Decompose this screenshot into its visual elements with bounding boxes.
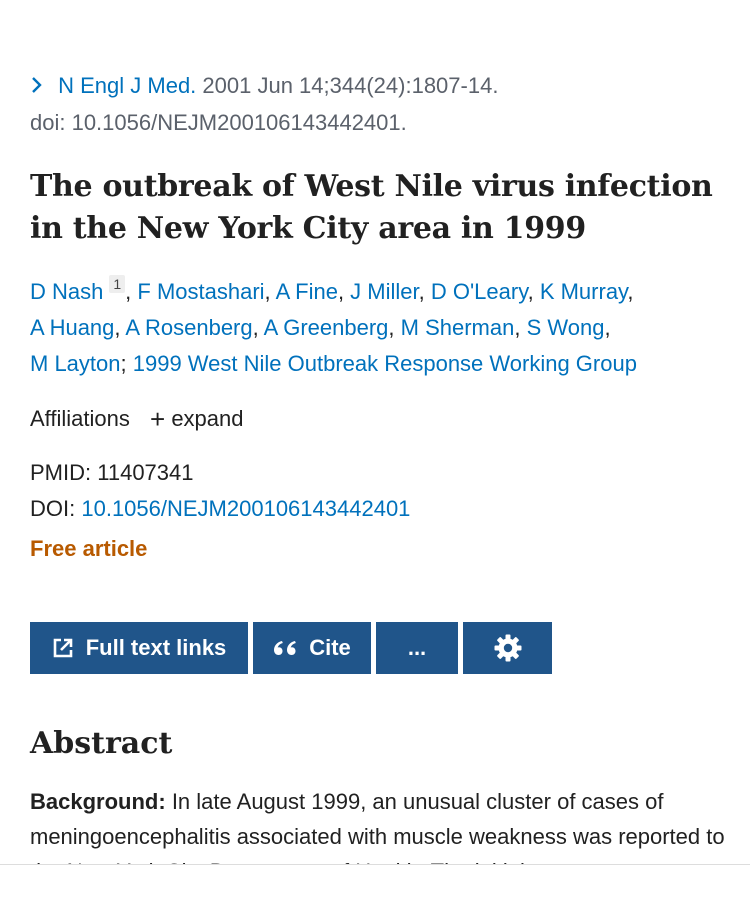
cite-button[interactable] [253, 622, 371, 674]
bottom-bar [0, 864, 750, 900]
doi-link[interactable]: 10.1056/NEJM200106143442401 [81, 496, 411, 521]
free-article-badge: Free article [30, 536, 148, 561]
affiliation-marker[interactable]: 1 [109, 275, 125, 293]
identifiers [30, 455, 410, 527]
more-button[interactable] [376, 622, 458, 674]
expand-label: expand [171, 406, 244, 431]
author-link[interactable]: F Mostashari [137, 279, 265, 304]
author-link[interactable]: A Greenberg [263, 315, 389, 340]
author-link[interactable]: A Huang [30, 315, 115, 340]
citation-details: 2001 Jun 14;344(24):1807-14. [202, 73, 499, 98]
citation-doi: doi: 10.1056/NEJM200106143442401. [30, 110, 407, 136]
background-text: In late August 1999, an unusual cluster of cases of meningoencephalitis associated with muscle weakness was reported to [30, 789, 725, 849]
author-link[interactable]: J Miller [350, 279, 419, 304]
more-label: ... [407, 635, 427, 660]
author-link[interactable]: S Wong [526, 315, 605, 340]
settings-button[interactable] [463, 622, 552, 674]
author-link[interactable]: D O'Leary [430, 279, 528, 304]
author-link[interactable]: D Nash [30, 279, 104, 304]
author-link[interactable]: A Rosenberg [125, 315, 253, 340]
plus-icon: + [150, 404, 166, 434]
quote-icon [273, 639, 297, 657]
author-link[interactable]: M Layton [30, 351, 121, 376]
working-group-link[interactable]: 1999 West Nile Outbreak Response Working Group [132, 351, 637, 376]
external-link-icon [52, 637, 74, 659]
author-link[interactable]: M Sherman [400, 315, 515, 340]
author-link[interactable]: K Murray [539, 279, 628, 304]
citation-block [30, 68, 498, 141]
background-label: Background: [30, 789, 166, 814]
abstract-heading: Abstract [30, 726, 173, 761]
pmid-label: PMID: [30, 460, 92, 485]
full-text-links-label: Full text links [85, 635, 227, 660]
article-title: The outbreak of West Nile virus infection in the New York City area in 1999 [30, 169, 713, 246]
doi-label: DOI: [30, 496, 76, 521]
journal-link[interactable]: N Engl J Med. [58, 73, 197, 98]
affiliations-label: Affiliations [30, 406, 130, 431]
full-text-links-button[interactable] [30, 622, 248, 674]
affiliations-toggle[interactable] [30, 402, 244, 436]
author-list: D Nash 1 , F Mostashari, A Fine, J Miller, D O'Leary, K Murray, A Huang, A Rosenberg, A Greenberg, M Sherman, S Wong, M Layton; 1999 West Nile Outbreak Response Working Group [30, 276, 637, 376]
cite-label: Cite [309, 635, 351, 660]
chevron-right-icon[interactable] [30, 69, 52, 105]
author-link[interactable]: A Fine [275, 279, 338, 304]
pmid-value: 11407341 [97, 460, 194, 485]
gear-icon [493, 633, 523, 663]
